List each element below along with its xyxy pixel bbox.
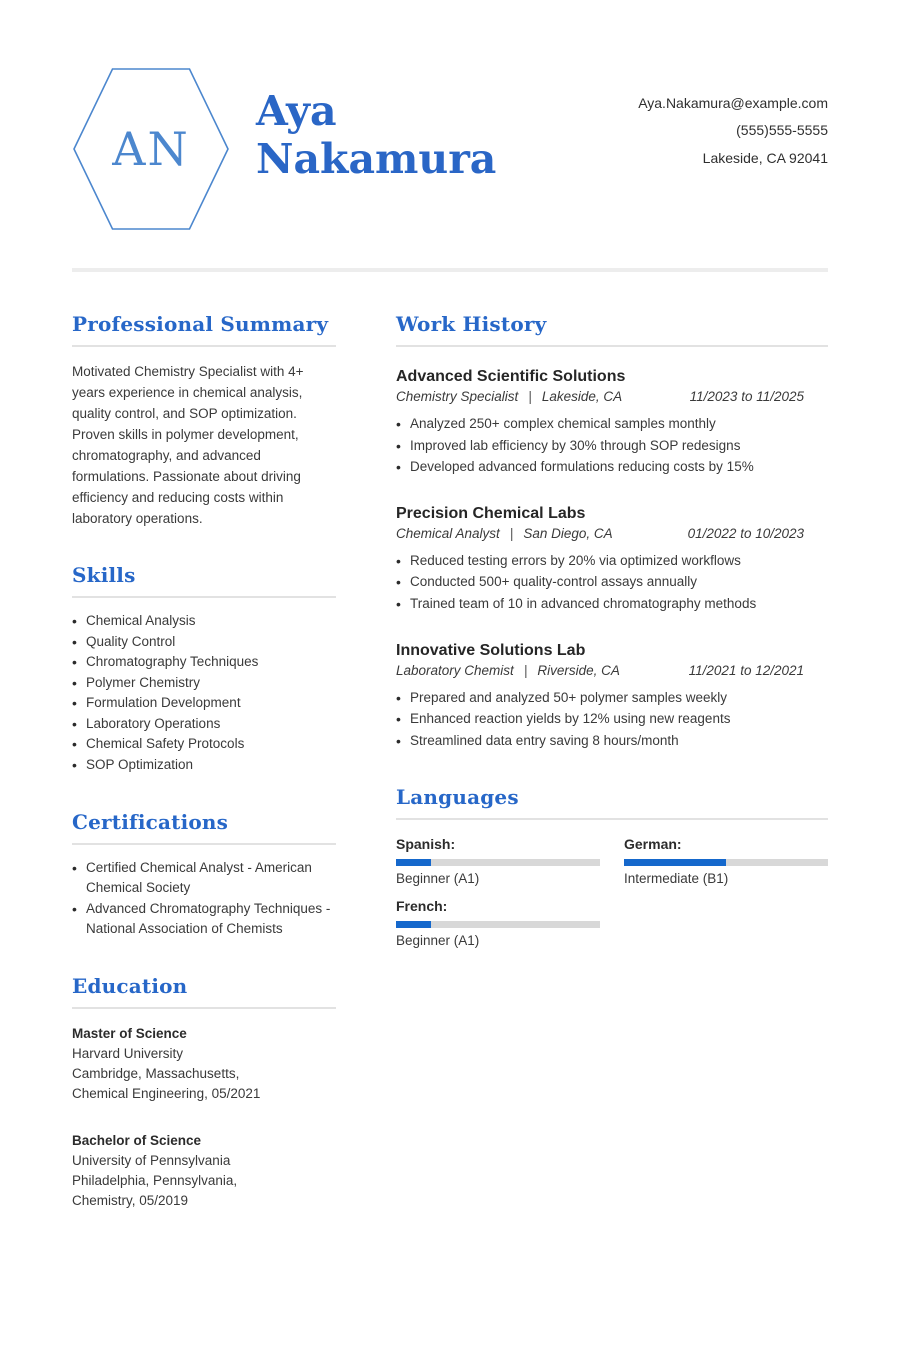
meta-separator: | xyxy=(523,662,528,678)
language-bar-fill xyxy=(624,859,726,866)
certifications-list xyxy=(72,858,336,940)
language-entry xyxy=(396,898,600,948)
job-company: Precision Chemical Labs xyxy=(396,504,586,522)
skill-item: • Polymer Chemistry xyxy=(72,673,336,694)
content-columns xyxy=(72,312,828,1246)
section-skills xyxy=(72,563,336,775)
job-bullet: • Developed advanced formulations reducing costs by 15% xyxy=(396,456,828,478)
job-meta xyxy=(396,663,828,678)
job-bullet: • Enhanced reaction yields by 12% using new reagents xyxy=(396,708,828,730)
contact-email: Aya.Nakamura@example.com xyxy=(638,95,828,111)
last-name: Nakamura xyxy=(256,134,497,183)
summary-text: Motivated Chemistry Specialist with 4+ years experience in chemical analysis, quality control, and SOP optimization. Proven skills in polymer development, chromatography, and advanced formulations. Passionate about driving efficiency and reducing costs within laboratory operations. xyxy=(72,364,304,527)
education-entry xyxy=(72,1024,336,1105)
job-location: San Diego, CA xyxy=(523,525,613,541)
education-program: Chemistry, 05/2019 xyxy=(72,1193,189,1209)
job-meta xyxy=(396,389,828,404)
education-title: Education xyxy=(72,974,336,1009)
job-role: Chemical Analyst xyxy=(396,525,500,541)
job-bullet: • Conducted 500+ quality-control assays annually xyxy=(396,571,828,593)
job-dates: 11/2023 to 11/2025 xyxy=(689,389,804,404)
education-degree: Bachelor of Science xyxy=(72,1132,202,1148)
section-languages xyxy=(396,785,828,948)
job-entry xyxy=(396,368,828,478)
contact-location: Lakeside, CA 92041 xyxy=(702,149,828,166)
job-bullets xyxy=(396,687,828,752)
summary-title: Professional Summary xyxy=(72,312,336,347)
skills-list xyxy=(72,611,336,775)
language-level: Beginner (A1) xyxy=(396,871,480,887)
education-degree: Master of Science xyxy=(72,1025,187,1041)
job-entry xyxy=(396,505,828,615)
job-bullet: • Improved lab efficiency by 30% through SOP redesigns xyxy=(396,435,828,457)
education-program: Chemical Engineering, 05/2021 xyxy=(72,1086,261,1102)
skill-item: • Chemical Analysis xyxy=(72,611,336,632)
section-work-history xyxy=(396,312,828,751)
job-role: Chemistry Specialist xyxy=(396,389,519,404)
language-name: Spanish: xyxy=(396,836,456,853)
job-meta xyxy=(396,526,828,541)
language-entry xyxy=(624,836,828,886)
education-school: Harvard University xyxy=(72,1045,184,1061)
language-bar-fill xyxy=(396,859,431,866)
job-bullet: • Trained team of 10 in advanced chromatography methods xyxy=(396,593,828,615)
job-dates: 11/2021 to 12/2021 xyxy=(688,662,804,678)
language-name: French: xyxy=(396,898,448,915)
header xyxy=(72,66,828,232)
education-school: University of Pennsylvania xyxy=(72,1152,231,1168)
job-bullets xyxy=(396,550,828,615)
language-bar-track xyxy=(624,859,828,866)
job-location: Riverside, CA xyxy=(537,662,620,678)
monogram-hexagon xyxy=(72,66,230,232)
section-education xyxy=(72,974,336,1212)
certifications-title: Certifications xyxy=(72,810,336,845)
work-history-title: Work History xyxy=(396,312,828,347)
education-location: Philadelphia, Pennsylvania, xyxy=(72,1173,238,1189)
skill-item: • Chemical Safety Protocols xyxy=(72,734,336,755)
meta-separator: | xyxy=(528,389,532,404)
skill-item: • Chromatography Techniques xyxy=(72,652,336,673)
right-column xyxy=(396,312,828,1246)
language-level: Beginner (A1) xyxy=(396,933,480,949)
language-bar-fill xyxy=(396,921,431,928)
certification-item: • Advanced Chromatography Techniques - National Association of Chemists xyxy=(72,899,336,940)
monogram-initials: AN xyxy=(112,122,190,176)
language-name: German: xyxy=(624,836,682,853)
job-role: Laboratory Chemist xyxy=(396,662,514,678)
section-certifications xyxy=(72,810,336,940)
section-professional-summary xyxy=(72,312,336,529)
header-divider xyxy=(72,268,828,272)
job-bullet: • Prepared and analyzed 50+ polymer samples weekly xyxy=(396,687,828,709)
language-entry xyxy=(396,836,600,886)
job-company: Innovative Solutions Lab xyxy=(396,641,586,659)
language-bar-track xyxy=(396,921,600,928)
job-bullet: • Reduced testing errors by 20% via optimized workflows xyxy=(396,550,828,572)
languages-title: Languages xyxy=(396,785,828,820)
skills-title: Skills xyxy=(72,563,336,598)
education-location: Cambridge, Massachusetts, xyxy=(72,1066,240,1082)
education-entry xyxy=(72,1131,336,1212)
skill-item: • Formulation Development xyxy=(72,693,336,714)
skill-item: • SOP Optimization xyxy=(72,755,336,776)
language-bar-track xyxy=(396,859,600,866)
job-bullets xyxy=(396,413,828,478)
job-dates: 01/2022 to 10/2023 xyxy=(687,525,804,541)
candidate-name xyxy=(256,88,496,183)
skill-item: • Quality Control xyxy=(72,632,336,653)
contact-info xyxy=(638,90,828,172)
job-entry xyxy=(396,642,828,752)
job-location: Lakeside, CA xyxy=(541,389,623,404)
job-bullet: • Analyzed 250+ complex chemical samples monthly xyxy=(396,413,828,435)
skill-item: • Laboratory Operations xyxy=(72,714,336,735)
first-name: Aya xyxy=(256,87,337,135)
job-company: Advanced Scientific Solutions xyxy=(396,368,626,385)
left-column xyxy=(72,312,336,1246)
language-level: Intermediate (B1) xyxy=(624,871,729,887)
certification-item: • Certified Chemical Analyst - American Chemical Society xyxy=(72,858,336,899)
contact-phone: (555)555-5555 xyxy=(736,122,828,139)
languages-grid xyxy=(396,836,828,948)
job-bullet: • Streamlined data entry saving 8 hours/month xyxy=(396,730,828,752)
meta-separator: | xyxy=(509,525,514,541)
